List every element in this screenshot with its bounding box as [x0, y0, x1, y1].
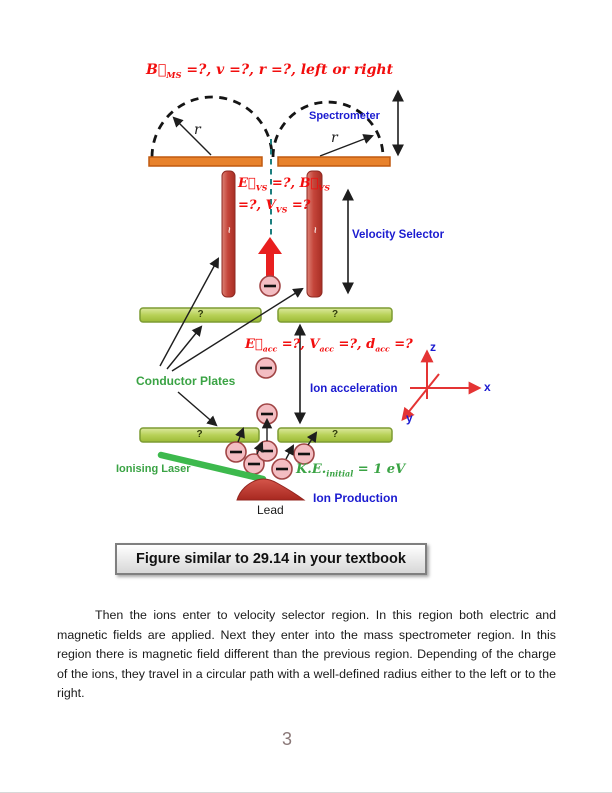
spectrometer-plate-right [278, 157, 390, 166]
acc-sep2: =?, [334, 337, 367, 352]
ion-production-label: Ion Production [313, 491, 398, 505]
vs-V-sub: VS [275, 205, 288, 215]
ion-velocity-arrow-shaft [266, 252, 274, 278]
ms-B-sub: MS [166, 69, 182, 80]
ion-velocity-arrow-head [258, 237, 282, 254]
radius-arrow-right [320, 136, 372, 156]
ke-sub: initial [326, 468, 354, 479]
radius-label-right: r [331, 130, 338, 146]
lead-target [237, 479, 304, 500]
figure-caption-text: Figure similar to 29.14 in your textbook [136, 551, 406, 567]
vs-E-vector: E⃗ [238, 176, 256, 191]
vs-end: =? [287, 197, 311, 213]
plate-charge-label: ? [331, 429, 339, 440]
vs-sep1: =?, [267, 176, 300, 191]
coordinate-axes [403, 352, 479, 419]
acc-d-sub: acc [375, 344, 390, 354]
acc-end: =? [389, 337, 413, 352]
spectrometer-plate-left [149, 157, 262, 166]
acc-d: d [366, 337, 376, 352]
radius-arrow-left [174, 118, 211, 155]
plate-charge-label: ? [197, 309, 204, 320]
ke-post: = 1 eV [353, 462, 406, 477]
ion-acceleration-label: Ion acceleration [310, 383, 398, 395]
vs-line2: =?, [238, 197, 266, 213]
plate-charge-label: ? [196, 429, 203, 440]
acc-E-sub: acc [262, 344, 278, 354]
ms-rest: =?, v =?, r =?, left or right [181, 62, 394, 78]
body-paragraph: Then the ions enter to velocity selector region. In this region both electric and magnetic fields are applied. Next they enter into the mass spectrometer region. In this region there is magnetic field different than the previous region. Depending of the charge of the ions, they travel in a circular path with a well-defined radius either to the left or to the right. [57, 608, 556, 701]
page-number: 3 [282, 729, 293, 749]
acc-V: V [309, 337, 320, 352]
z-axis-label: z [430, 340, 436, 354]
formula-velocity-selector [238, 175, 330, 218]
velocity-selector-label: Velocity Selector [352, 229, 445, 241]
lead-label: Lead [257, 503, 284, 517]
spectrometer-label: Spectrometer [309, 110, 380, 122]
formula-mass-spectrometer [146, 62, 393, 84]
acc-sep1: =?, [277, 337, 310, 352]
vs-B-sub: VS [318, 183, 330, 193]
plate-charge-label: ? [331, 309, 339, 320]
figure-caption-box [115, 543, 427, 575]
conductor-plates-label: Conductor Plates [136, 374, 236, 388]
radius-label-left: r [194, 122, 201, 138]
formula-acceleration [245, 336, 413, 358]
conductor-pointer-3 [172, 289, 302, 371]
conductor-pointer-4 [178, 392, 216, 425]
vs-E-sub: VS [255, 183, 268, 193]
ion-motion-arrow-4 [286, 446, 293, 459]
ms-B-vector: B⃗ [146, 62, 167, 78]
spectrometer-left-arc [152, 97, 272, 157]
formula-kinetic-energy [296, 462, 405, 479]
ionising-laser-label: Ionising Laser [116, 463, 191, 475]
y-axis-label: y [406, 411, 413, 425]
ac-source-icon: ~ [308, 226, 321, 234]
ac-source-icon: ~ [222, 226, 235, 234]
vs-V: V [265, 197, 276, 213]
x-axis-label: x [484, 380, 491, 394]
acc-E-vector: E⃗ [245, 337, 263, 352]
ke-pre: K.E. [296, 462, 327, 477]
vs-B-vector: B⃗ [299, 176, 319, 191]
acc-V-sub: acc [319, 344, 334, 354]
